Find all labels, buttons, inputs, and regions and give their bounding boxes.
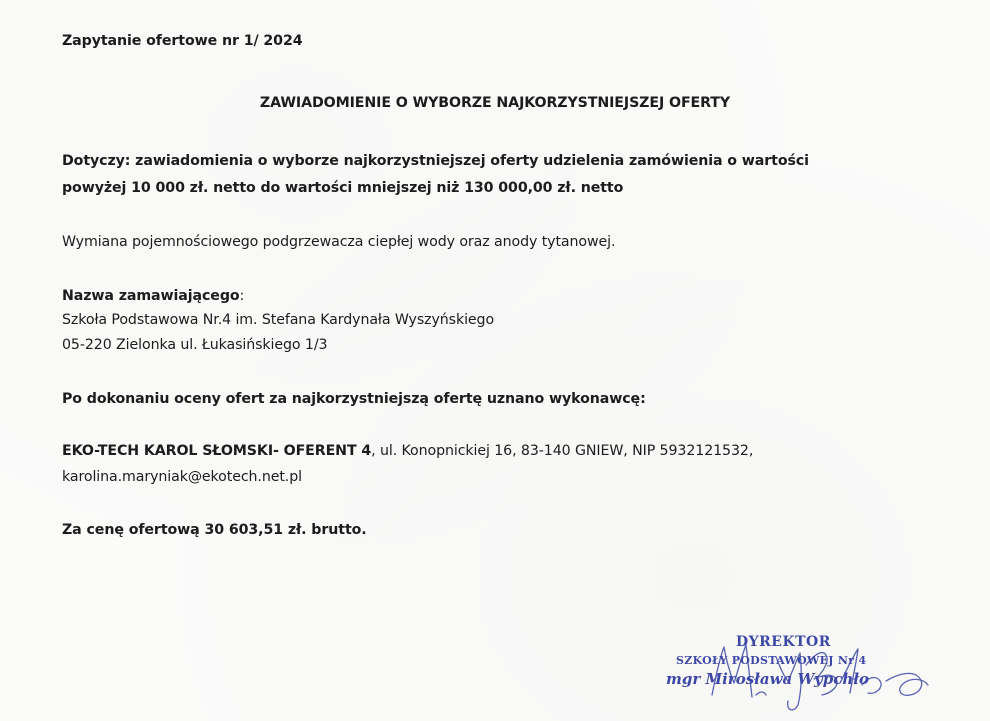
contractor-details: , ul. Konopnickiej 16, 83-140 GNIEW, NIP 5932121532, [371, 443, 754, 459]
evaluation-statement: Po dokonaniu oceny ofert za najkorzystniejszą ofertę uznano wykonawcę: [62, 391, 646, 407]
orderer-colon: : [239, 288, 245, 304]
orderer-heading [62, 288, 244, 304]
orderer-name: Szkoła Podstawowa Nr.4 im. Stefana Kardynała Wyszyńskiego [62, 312, 495, 328]
price-statement: Za cenę ofertową 30 603,51 zł. brutto. [62, 522, 367, 538]
subject-line-2: powyżej 10 000 zł. netto do wartości mniejszej niż 130 000,00 zł. netto [62, 180, 624, 196]
description: Wymiana pojemnościowego podgrzewacza ciepłej wody oraz anody tytanowej. [62, 234, 616, 250]
stamp-school: SZKOŁY PODSTAWOWEJ Nr 4 [676, 654, 867, 667]
document-title: ZAWIADOMIENIE O WYBORZE NAJKORZYSTNIEJSZEJ OFERTY [259, 95, 731, 111]
contractor-name: EKO-TECH KAROL SŁOMSKI- OFERENT 4 [62, 443, 372, 459]
handwritten-signature [690, 625, 950, 715]
contractor-line [62, 443, 753, 459]
stamp-name: mgr Mirosława Wypchło [666, 670, 870, 688]
orderer-address: 05-220 Zielonka ul. Łukasińskiego 1/3 [62, 337, 328, 353]
subject-line-1: Dotyczy: zawiadomienia o wyborze najkorzystniejszej oferty udzielenia zamówienia o wartości [62, 153, 809, 169]
orderer-label: Nazwa zamawiającego [62, 288, 240, 304]
contractor-email: karolina.maryniak@ekotech.net.pl [62, 469, 302, 485]
stamp-title: DYREKTOR [736, 634, 831, 650]
reference-number: Zapytanie ofertowe nr 1/ 2024 [62, 33, 303, 49]
